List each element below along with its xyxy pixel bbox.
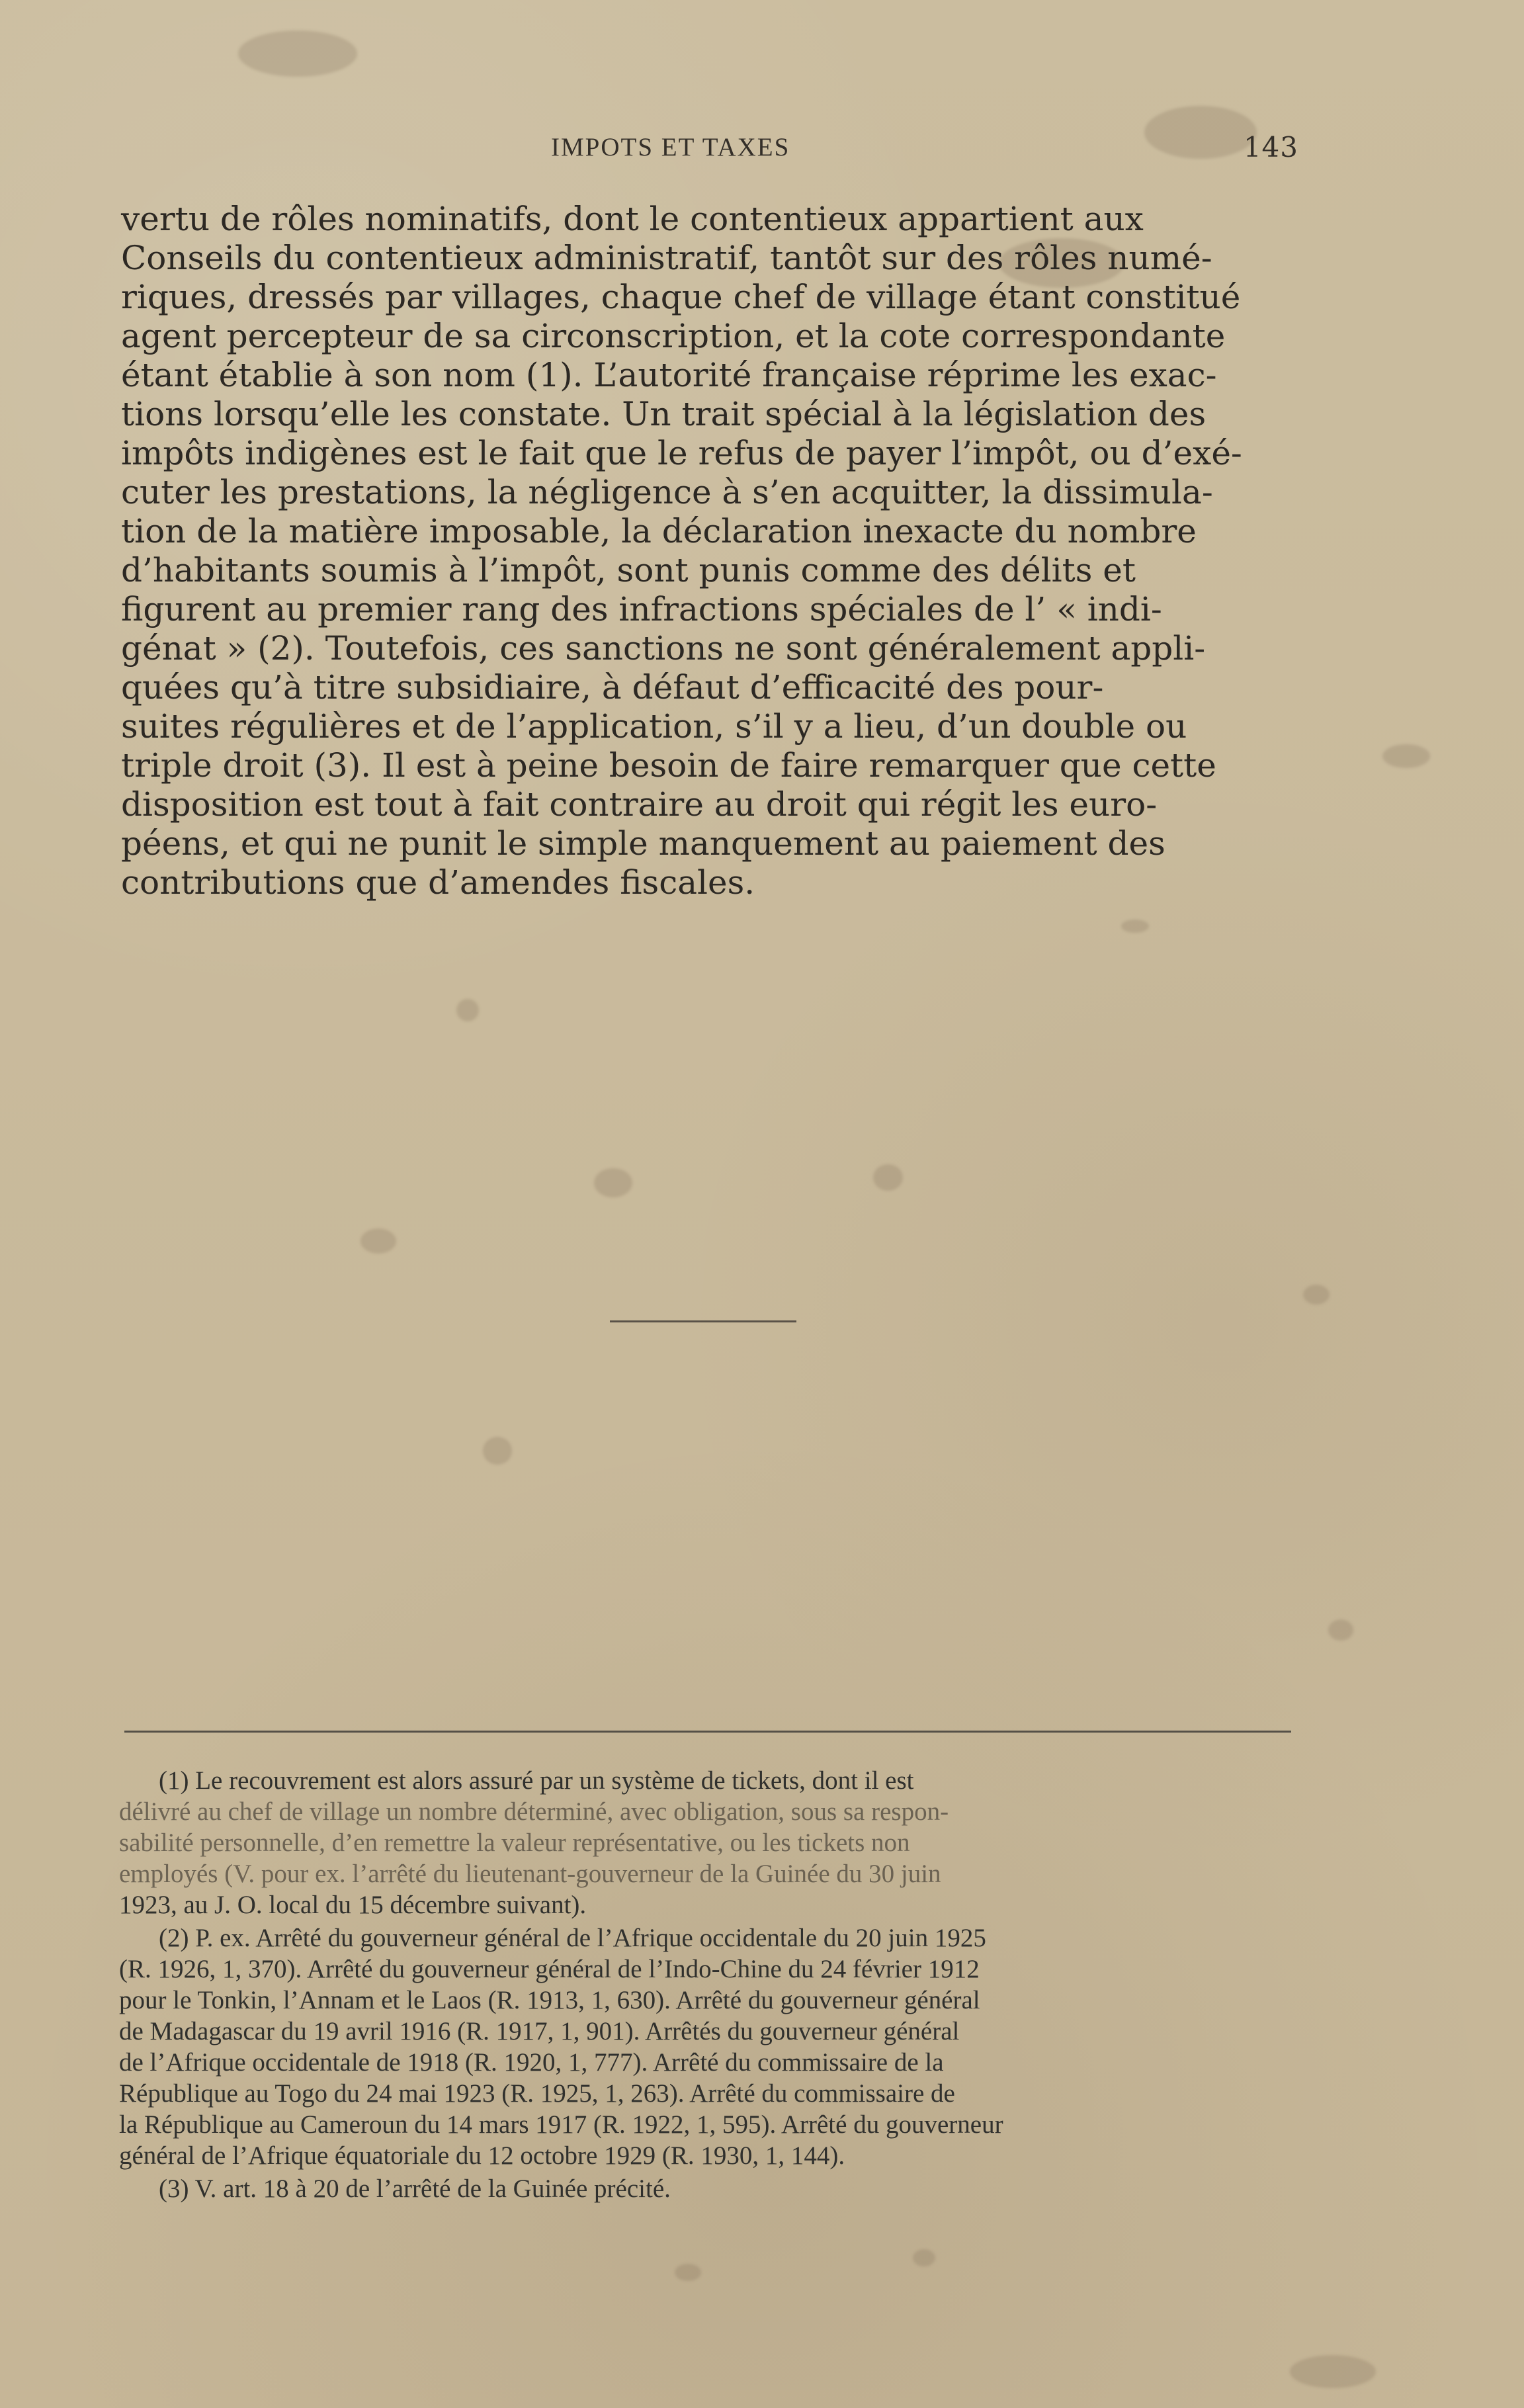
paper-stain <box>1121 920 1149 933</box>
footnote-line: employés (V. pour ex. l’arrêté du lieutenant-gouverneur de la Guinée du 30 juin <box>119 1860 941 1888</box>
footnote-line: (3) V. art. 18 à 20 de l’arrêté de la Guinée précité. <box>159 2174 671 2203</box>
footnote-line: pour le Tonkin, l’Annam et le Laos (R. 1913, 1, 630). Arrêté du gouverneur général <box>119 1986 980 2014</box>
paper-stain <box>594 1168 632 1197</box>
body-line: quées qu’à titre subsidiaire, à défaut d’efficacité des pour- <box>121 668 1104 707</box>
footnote-line: de Madagascar du 19 avril 1916 (R. 1917, 1, 901). Arrêtés du gouverneur général <box>119 2017 960 2045</box>
footnote-line: (R. 1926, 1, 370). Arrêté du gouverneur général de l’Indo-Chine du 24 février 1912 <box>119 1955 980 1983</box>
paper-stain <box>360 1228 396 1254</box>
footnotes <box>119 1765 1298 2206</box>
paper-stain <box>873 1164 903 1191</box>
body-line: Conseils du contentieux administratif, tantôt sur des rôles numé- <box>121 239 1212 277</box>
main-paragraph <box>121 200 1297 902</box>
footnote-line: délivré au chef de village un nombre déterminé, avec obligation, sous sa respon- <box>119 1797 949 1826</box>
page-number: 143 <box>1243 131 1298 163</box>
section-separator <box>610 1320 796 1322</box>
footnote-line: de l’Afrique occidentale de 1918 (R. 1920, 1, 777). Arrêté du commissaire de la <box>119 2048 944 2077</box>
footnote-line: général de l’Afrique équatoriale du 12 octobre 1929 (R. 1930, 1, 144). <box>119 2141 845 2170</box>
body-line: figurent au premier rang des infractions spéciales de l’ « indi- <box>121 590 1162 628</box>
body-line: suites régulières et de l’application, s’il y a lieu, d’un double ou <box>121 707 1187 746</box>
body-line: disposition est tout à fait contraire au droit qui régit les euro- <box>121 785 1158 824</box>
body-line: agent percepteur de sa circonscription, et la cote correspondante <box>121 317 1226 355</box>
footnote-line: République au Togo du 24 mai 1923 (R. 1925, 1, 263). Arrêté du commissaire de <box>119 2079 955 2108</box>
body-line: étant établie à son nom (1). L’autorité française réprime les exac- <box>121 356 1217 394</box>
body-line: tion de la matière imposable, la déclaration inexacte du nombre <box>121 512 1197 550</box>
running-title: IMPOTS ET TAXES <box>551 133 790 161</box>
body-line: impôts indigènes est le fait que le refus de payer l’impôt, ou d’exé- <box>121 434 1242 472</box>
footnote-line: sabilité personnelle, d’en remettre la valeur représentative, ou les tickets non <box>119 1828 910 1857</box>
paper-stain <box>456 999 479 1021</box>
body-line: triple droit (3). Il est à peine besoin de faire remarquer que cette <box>121 746 1216 785</box>
paper-stain <box>1303 1285 1330 1305</box>
footnote-2 <box>119 1922 1298 2171</box>
body-line: d’habitants soumis à l’impôt, sont punis comme des délits et <box>121 551 1136 589</box>
paper-stain <box>1290 2355 1376 2388</box>
footnote-line: (1) Le recouvrement est alors assuré par un système de tickets, dont il est <box>159 1766 914 1795</box>
footnote-line: (2) P. ex. Arrêté du gouverneur général de l’Afrique occidentale du 20 juin 1925 <box>159 1924 986 1952</box>
paper-stain <box>238 30 357 77</box>
footnote-1 <box>119 1765 1298 1920</box>
paper-stain <box>1382 744 1430 768</box>
paper-stain <box>1328 1619 1353 1641</box>
body-line: cuter les prestations, la négligence à s’en acquitter, la dissimula- <box>121 473 1213 511</box>
body-line: tions lorsqu’elle les constate. Un trait spécial à la législation des <box>121 395 1206 433</box>
body-line: génat » (2). Toutefois, ces sanctions ne sont généralement appli- <box>121 629 1206 667</box>
body-line: péens, et qui ne punit le simple manquement au paiement des <box>121 824 1165 863</box>
paper-stain <box>913 2249 935 2266</box>
footnote-line: la République au Cameroun du 14 mars 1917 (R. 1922, 1, 595). Arrêté du gouverneur <box>119 2110 1003 2139</box>
body-line: vertu de rôles nominatifs, dont le contentieux appartient aux <box>121 200 1144 238</box>
paper-stain <box>675 2264 701 2281</box>
paper-stain <box>483 1437 512 1465</box>
body-line: contributions que d’amendes fiscales. <box>121 863 755 902</box>
body-line: riques, dressés par villages, chaque chef de village étant constitué <box>121 278 1241 316</box>
running-header <box>121 132 1298 169</box>
footnote-3 <box>119 2173 1298 2204</box>
footnote-separator <box>124 1731 1291 1733</box>
footnote-line: 1923, au J. O. local du 15 décembre suivant). <box>119 1891 587 1919</box>
